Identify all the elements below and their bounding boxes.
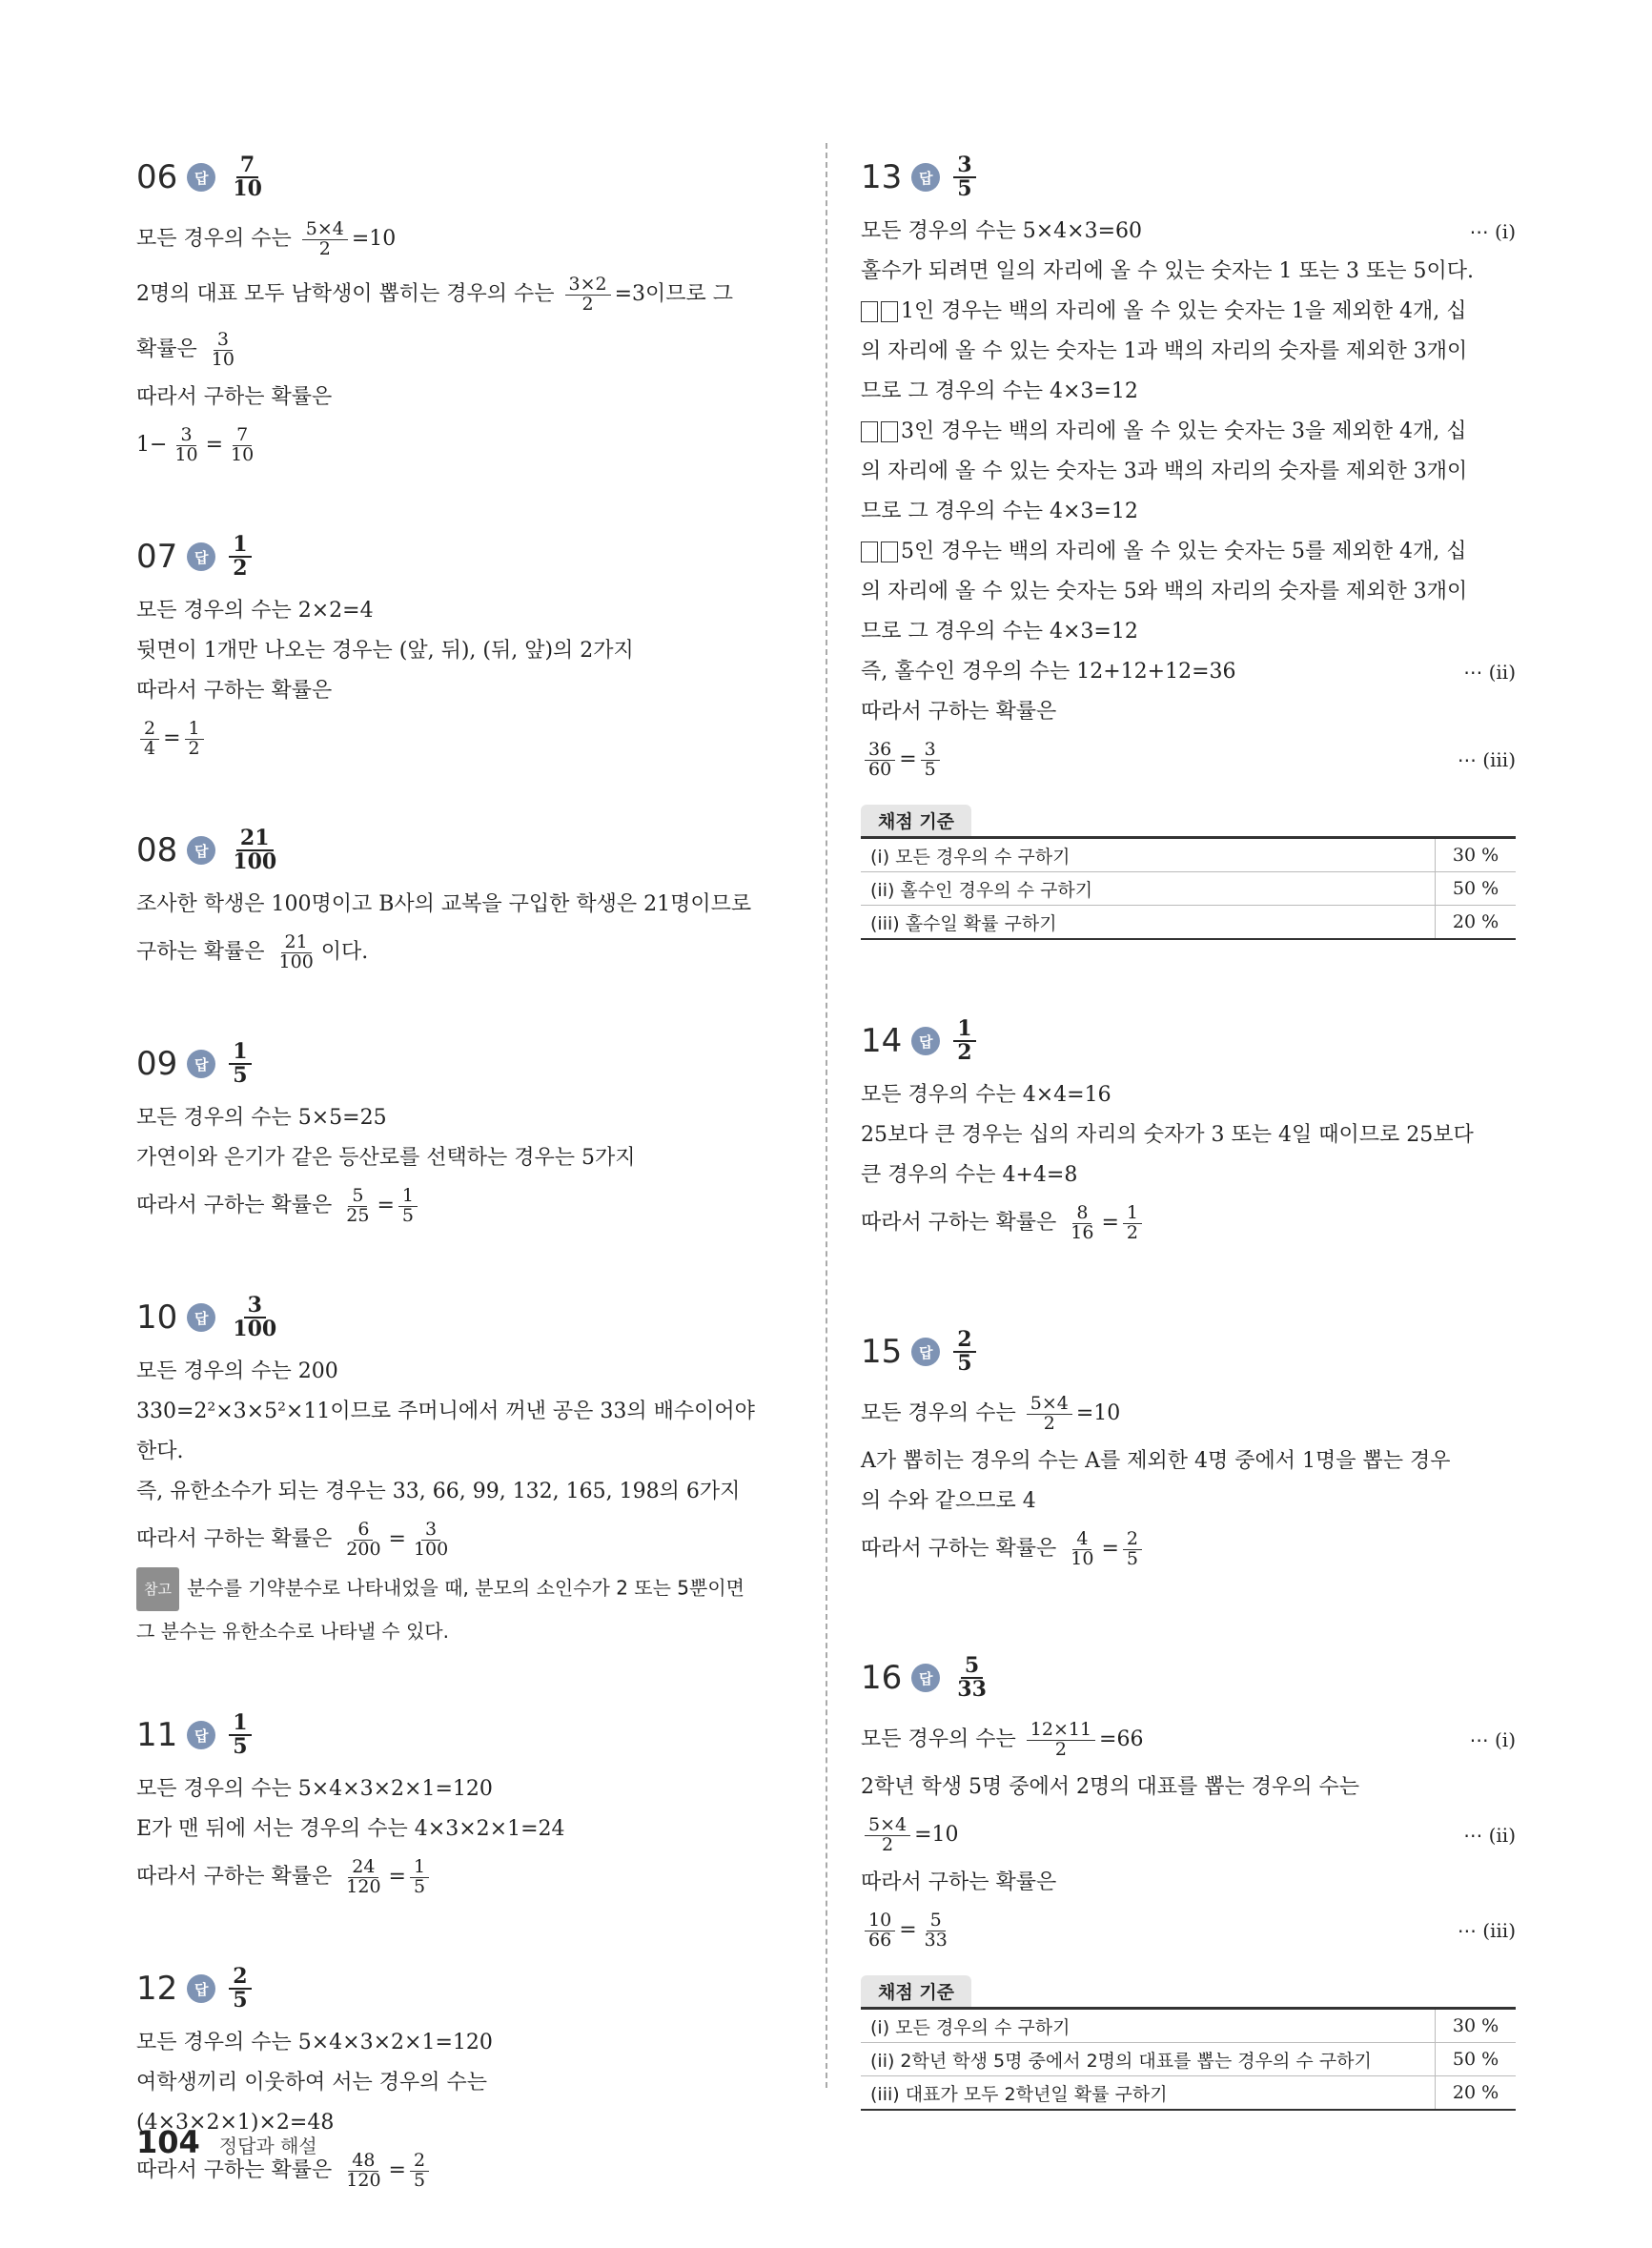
problem-number: 11 (136, 1716, 178, 1754)
solution-line: 홀수가 되려면 일의 자리에 올 수 있는 숫자는 1 또는 3 또는 5이다. (861, 259, 1474, 283)
solution-line: 모든 경우의 수는 4×4=16 (861, 1083, 1112, 1107)
solution-line: $\frac{36}{60}$ = $\frac{3}{5}$ ⋯ (iii) (861, 732, 1516, 787)
solution-line: 2명의 대표 모두 남학생이 뽑히는 경우의 수는 $\frac{3\times 2}{2}$ =3이므로 그 (136, 273, 734, 315)
solution-line: 1인 경우는 백의 자리에 올 수 있는 숫자는 1을 제외한 4개, 십 (861, 292, 1516, 332)
problem-13 (861, 143, 1516, 940)
solution-line: 모든 경우의 수는 5×4×3=60 ⋯ (i) (861, 212, 1516, 252)
rubric-row: (iii) 홀수일 확률 구하기 20 % (861, 906, 1516, 940)
problem-header (136, 1030, 794, 1098)
solution-line: 모든 경우의 수는 $\frac{12\times 11}{2}$ =66 ⋯ (i) (861, 1718, 1516, 1760)
case-box (861, 542, 878, 562)
answer-badge: 답 (187, 1721, 215, 1749)
page-footer (136, 2124, 317, 2160)
solution-line: $\frac{5\times 4}{2}$ =10 ⋯ (ii) (861, 1808, 1516, 1863)
solution-line: 뒷면이 1개만 나오는 경우는 (앞, 뒤), (뒤, 앞)의 2가지 (136, 639, 634, 663)
solution-line: 확률은 $\frac{3}{10}$ (136, 328, 235, 370)
solution-line: 의 자리에 올 수 있는 숫자는 5와 백의 자리의 숫자를 제외한 3개이 (861, 580, 1468, 603)
solution-line: 따라서 구하는 확률은 (136, 385, 333, 409)
solution-line: 모든 경우의 수는 5×4×3×2×1=120 (136, 2031, 493, 2054)
answer-fraction: $\frac{3}{5}$ (953, 154, 975, 200)
answer-fraction: $\frac{7}{10}$ (233, 152, 262, 201)
problem-number: 07 (136, 538, 178, 576)
rubric-title: 채점 기준 (861, 805, 971, 836)
solution-line: E가 맨 뒤에 서는 경우의 수는 4×3×2×1=24 (136, 1817, 565, 1841)
problem-number: 15 (861, 1333, 903, 1371)
solution-line: $\frac{10}{66}$ = $\frac{5}{33}$ ⋯ (iii) (861, 1903, 1516, 1958)
solution-line: 므로 그 경우의 수는 4×3=12 (861, 500, 1138, 523)
problem-10 (136, 1283, 794, 1651)
solution-line: 모든 경우의 수는 $\frac{5\times 4}{2}$ =10 (136, 217, 397, 259)
problem-header (861, 1318, 1516, 1386)
rubric-title: 채점 기준 (861, 1975, 971, 2007)
solution-line: 25보다 큰 경우는 십의 자리의 숫자가 3 또는 4일 때이므로 25보다 (861, 1123, 1474, 1147)
answer-badge: 답 (911, 163, 940, 192)
solution-line: 가연이와 은기가 같은 등산로를 선택하는 경우는 5가지 (136, 1146, 636, 1170)
answer-fraction: $\frac{1}{5}$ (229, 1712, 251, 1758)
problem-12 (136, 1954, 794, 2198)
answer-badge: 답 (911, 1338, 940, 1366)
solution-line: A가 뽑히는 경우의 수는 A를 제외한 4명 중에서 1명을 뽑는 경우 (861, 1449, 1451, 1473)
solution-line: 여학생끼리 이웃하여 서는 경우의 수는 (136, 2071, 488, 2095)
solution-line: 즉, 홀수인 경우의 수는 12+12+12=36 ⋯ (ii) (861, 652, 1516, 692)
problem-15 (861, 1318, 1516, 1577)
answer-fraction: $\frac{3}{100}$ (233, 1292, 277, 1341)
answer-badge: 답 (187, 542, 215, 571)
solution-line: 의 자리에 올 수 있는 숫자는 3과 백의 자리의 숫자를 제외한 3개이 (861, 460, 1468, 483)
solution-line: 따라서 구하는 확률은 (136, 679, 333, 703)
solution-line: 조사한 학생은 100명이고 B사의 교복을 구입한 학생은 21명이므로 (136, 892, 752, 916)
problem-number: 14 (861, 1022, 903, 1060)
solution-line: 모든 경우의 수는 200 (136, 1359, 338, 1383)
left-column (136, 143, 794, 2248)
problem-header (136, 143, 794, 212)
solution-line: 따라서 구하는 확률은 $\frac{4}{10}$ = $\frac{2}{5}$ (861, 1522, 1516, 1577)
solution-line: 따라서 구하는 확률은 $\frac{8}{16}$ = $\frac{1}{2}$ (861, 1196, 1516, 1251)
step-marker: ⋯ (i) (1469, 220, 1516, 243)
problem-16 (861, 1644, 1516, 2111)
answer-badge: 답 (187, 1974, 215, 2003)
problem-header (861, 143, 1516, 212)
problem-number: 13 (861, 158, 903, 196)
rubric-row: (iii) 대표가 모두 2학년일 확률 구하기 20 % (861, 2076, 1516, 2111)
case-box (881, 421, 898, 442)
solution-line: 므로 그 경우의 수는 4×3=12 (861, 379, 1138, 403)
problem-number: 06 (136, 158, 178, 196)
problem-number: 10 (136, 1298, 178, 1337)
step-marker: ⋯ (ii) (1463, 661, 1516, 684)
problem-header (136, 1283, 794, 1352)
solution-line: 모든 경우의 수는 $\frac{5\times 4}{2}$ =10 (861, 1392, 1121, 1434)
solution-line: 따라서 구하는 확률은 $\frac{6}{200}$ = $\frac{3}{100}$ (136, 1518, 449, 1560)
solution-line: 큰 경우의 수는 4+4=8 (861, 1163, 1078, 1187)
problem-number: 16 (861, 1659, 903, 1697)
answer-fraction: $\frac{2}{5}$ (953, 1329, 975, 1375)
solution-line: 5인 경우는 백의 자리에 올 수 있는 숫자는 5를 제외한 4개, 십 (861, 532, 1516, 572)
answer-badge: 답 (911, 1664, 940, 1692)
rubric-table (861, 836, 1516, 940)
reference-note-cont: 그 분수는 유한소수로 나타낼 수 있다. (136, 1620, 449, 1643)
solution-line: 의 자리에 올 수 있는 숫자는 1과 백의 자리의 숫자를 제외한 3개이 (861, 339, 1468, 363)
reference-note: 참고 분수를 기약분수로 나타내었을 때, 분모의 소인수가 2 또는 5뿐이면 (136, 1567, 794, 1611)
answer-fraction: $\frac{1}{2}$ (953, 1018, 975, 1064)
solution-line: 모든 경우의 수는 5×4×3×2×1=120 (136, 1777, 493, 1801)
rubric-row: (ii) 홀수인 경우의 수 구하기 50 % (861, 872, 1516, 906)
problem-11 (136, 1701, 794, 1905)
solution-line: 따라서 구하는 확률은 $\frac{5}{25}$ = $\frac{1}{5}$ (136, 1178, 794, 1234)
step-marker: ⋯ (i) (1469, 1728, 1516, 1751)
step-marker: ⋯ (iii) (1457, 1919, 1516, 1942)
problem-header (136, 1701, 794, 1769)
case-box (861, 301, 878, 322)
answer-fraction: $\frac{2}{5}$ (229, 1966, 251, 2012)
answer-fraction: $\frac{1}{2}$ (229, 534, 251, 580)
solution-line: 모든 경우의 수는 5×5=25 (136, 1106, 387, 1130)
case-box (881, 301, 898, 322)
column-divider (826, 143, 827, 2088)
problem-header (861, 1007, 1516, 1075)
problem-14 (861, 1007, 1516, 1251)
solution-line: 모든 경우의 수는 2×2=4 (136, 599, 374, 623)
answer-badge: 답 (187, 163, 215, 192)
problem-08 (136, 816, 794, 980)
case-box (881, 542, 898, 562)
problem-number: 08 (136, 831, 178, 869)
rubric-table (861, 2007, 1516, 2111)
answer-fraction: $\frac{1}{5}$ (229, 1041, 251, 1087)
right-column (861, 143, 1516, 2160)
solution-line: 따라서 구하는 확률은 (861, 1870, 1057, 1894)
solution-line: 한다. (136, 1440, 184, 1463)
solution-line: 1− $\frac{3}{10}$ = $\frac{7}{10}$ (136, 423, 255, 465)
problem-number: 12 (136, 1970, 178, 2008)
solution-line: 따라서 구하는 확률은 $\frac{48}{120}$ = $\frac{2}{5}$ (136, 2143, 794, 2198)
answer-badge: 답 (911, 1027, 940, 1055)
solution-line: 의 수와 같으므로 4 (861, 1489, 1036, 1513)
problem-header (861, 1644, 1516, 1712)
rubric-row: (ii) 2학년 학생 5명 중에서 2명의 대표를 뽑는 경우의 수 구하기 50 % (861, 2043, 1516, 2076)
answer-fraction: $\frac{21}{100}$ (233, 825, 277, 874)
problem-number: 09 (136, 1045, 178, 1083)
problem-09 (136, 1030, 794, 1234)
problem-header (136, 1954, 794, 2023)
solution-line: 2학년 학생 5명 중에서 2명의 대표를 뽑는 경우의 수는 (861, 1775, 1359, 1799)
solution-line: 3인 경우는 백의 자리에 올 수 있는 숫자는 3을 제외한 4개, 십 (861, 412, 1516, 452)
answer-fraction: $\frac{5}{33}$ (957, 1652, 987, 1702)
footer-title: 정답과 해설 (218, 2135, 317, 2157)
rubric-row: (i) 모든 경우의 수 구하기 30 % (861, 838, 1516, 872)
solution-line: 즉, 유한소수가 되는 경우는 33, 66, 99, 132, 165, 198의 6가지 (136, 1480, 741, 1503)
problem-header (136, 522, 794, 591)
case-box (861, 421, 878, 442)
problem-header (136, 816, 794, 885)
step-marker: ⋯ (iii) (1457, 748, 1516, 771)
page-number: 104 (136, 2124, 200, 2160)
problem-07 (136, 522, 794, 766)
answer-badge: 답 (187, 1050, 215, 1078)
solution-line: (4×3×2×1)×2=48 (136, 2111, 335, 2135)
solution-line: 따라서 구하는 확률은 (861, 700, 1057, 724)
solution-line: 므로 그 경우의 수는 4×3=12 (861, 620, 1138, 644)
solution-line: $\frac{2}{4}$ = $\frac{1}{2}$ (136, 711, 794, 766)
solution-line: 구하는 확률은 $\frac{21}{100}$ 이다. (136, 930, 369, 972)
problem-06 (136, 143, 794, 473)
rubric-row: (i) 모든 경우의 수 구하기 30 % (861, 2009, 1516, 2043)
answer-badge: 답 (187, 1303, 215, 1332)
answer-badge: 답 (187, 836, 215, 865)
solution-line: 따라서 구하는 확률은 $\frac{24}{120}$ = $\frac{1}{5}$ (136, 1849, 794, 1905)
solution-line: 330=2²×3×5²×11이므로 주머니에서 꺼낸 공은 33의 배수이어야 (136, 1400, 755, 1423)
note-tag: 참고 (136, 1567, 179, 1611)
step-marker: ⋯ (ii) (1463, 1824, 1516, 1847)
